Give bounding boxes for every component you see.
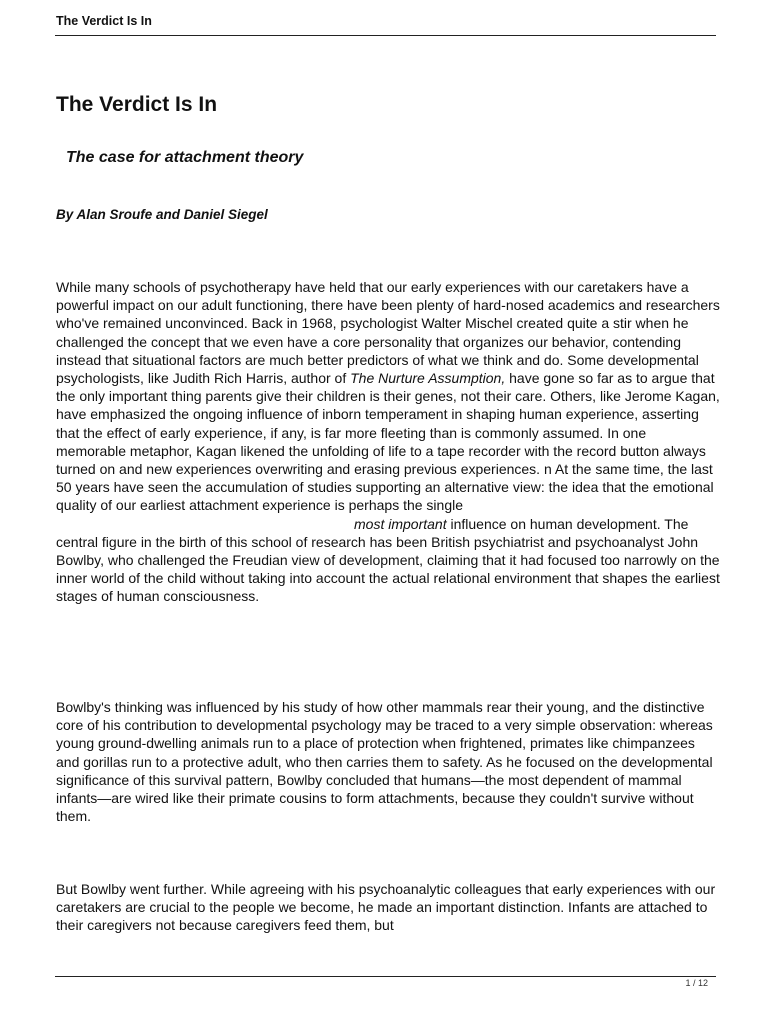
body-paragraph-3: But Bowlby went further. While agreeing with his psychoanalytic colleagues that early experiences with our caretakers are crucial to the people we become, he made an important distinction. Infants are attached to their caregivers not because caregivers feed them, but	[56, 881, 716, 934]
article-subtitle: The case for attachment theory	[66, 149, 304, 166]
article-byline: By Alan Sroufe and Daniel Siegel	[56, 207, 268, 222]
paragraph-1-text-b: have gone so far as to argue that the only important thing parents give their children is their genes, not their care. Others, like Jerome Kagan, have emphasized the ongoing influence of inborn temperament in shaping human experience, asserting that the effect of early experience, if any, is far more fleeting than is commonly assumed. In one memorable metaphor, Kagan likened the unfolding of life to a tape recorder with the record button always turned on and new experiences overwriting and erasing previous experiences. n At the same time, the last 50 years have seen the accumulation of studies supporting an alternative view: the idea that the emotional quality of our earliest attachment experience is perhaps the single	[56, 370, 720, 514]
emphasis-most-important: most important	[354, 515, 447, 532]
footer-divider	[55, 976, 716, 977]
body-paragraph-1	[56, 278, 720, 606]
article-title: The Verdict Is In	[56, 93, 218, 116]
running-header-title: The Verdict Is In	[56, 14, 152, 28]
paragraph-1-text-c: influence on human development. The central figure in the birth of this school of research has been British psychiatrist and psychoanalyst John Bowlby, who challenged the Freudian view of development, claiming that it had focused too narrowly on the inner world of the child without taking into account the actual relational environment that shapes the earliest stages of human consciousness.	[56, 515, 720, 605]
header-divider	[55, 35, 716, 36]
body-paragraph-2: Bowlby's thinking was influenced by his study of how other mammals rear their young, and the distinctive core of his contribution to developmental psychology may be traced to a very simple observation: whereas young ground-dwelling animals run to a place of protection when frightened, primates like chimpanzees and gorillas run to a protective adult, who then carries them to safety. As he focused on the developmental significance of this survival pattern, Bowlby concluded that humans—the most dependent of mammal infants—are wired like their primate cousins to form attachments, because they couldn't survive without them.	[56, 699, 713, 825]
book-title: The Nurture Assumption,	[350, 370, 506, 387]
paragraph-1-text-a: While many schools of psychotherapy have held that our early experiences with our caretakers have a powerful impact on our adult functioning, there have been plenty of hard-nosed academics and researchers who've remained unconvinced. Back in 1968, psychologist Walter Mischel created quite a stir when he challenged the concept that we even have a core personality that organizes our behavior, contending instead that situational factors are much better predictors of what we think and do. Some developmental psychologists, like Judith Rich Harris, author of	[56, 279, 720, 387]
page-number: 1 / 12	[685, 978, 708, 988]
